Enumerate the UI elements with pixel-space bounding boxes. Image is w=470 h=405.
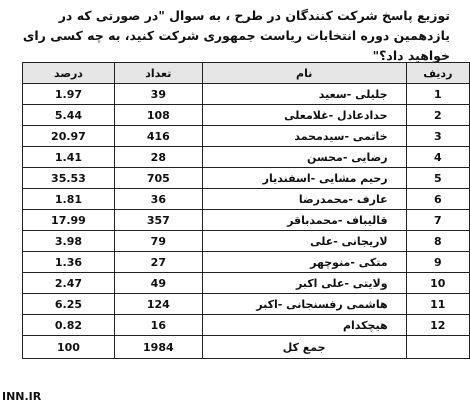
row-number: 4 <box>406 147 469 168</box>
table-row <box>23 315 470 336</box>
row-number: 9 <box>406 252 469 273</box>
vote-count: 705 <box>114 168 202 189</box>
row-number: 7 <box>406 210 469 231</box>
vote-percent: 35.53 <box>23 168 115 189</box>
table-row <box>23 84 470 105</box>
vote-count: 28 <box>114 147 202 168</box>
vote-count: 16 <box>114 315 202 336</box>
row-number: 6 <box>406 189 469 210</box>
table-row <box>23 189 470 210</box>
vote-count: 39 <box>114 84 202 105</box>
document-heading: توزیع پاسخ شرکت کنندگان در طرح ، به سوال "در صورتی که در یازدهمین دوره انتخابات ریاست جمهوری شرکت کنید، به چه کسی رای خواهید داد؟" <box>22 8 450 63</box>
table-row <box>23 147 470 168</box>
candidate-name: لاریجانی -علی <box>202 231 406 252</box>
vote-percent: 1.97 <box>23 84 115 105</box>
row-number: 8 <box>406 231 469 252</box>
vote-count: 108 <box>114 105 202 126</box>
row-number: 5 <box>406 168 469 189</box>
row-number: 2 <box>406 105 469 126</box>
header-count: تعداد <box>114 63 202 84</box>
vote-count: 124 <box>114 294 202 315</box>
vote-percent: 0.82 <box>23 315 115 336</box>
candidate-name: رضایی -محسن <box>202 147 406 168</box>
vote-percent: 2.47 <box>23 273 115 294</box>
vote-count: 49 <box>114 273 202 294</box>
vote-percent: 6.25 <box>23 294 115 315</box>
table-row <box>23 126 470 147</box>
candidate-name: هیچکدام <box>202 315 406 336</box>
vote-percent: 1.81 <box>23 189 115 210</box>
table-row <box>23 231 470 252</box>
candidate-name: خاتمی -سیدمحمد <box>202 126 406 147</box>
vote-percent: 5.44 <box>23 105 115 126</box>
vote-count: 79 <box>114 231 202 252</box>
watermark-text: INN.IR <box>2 390 42 403</box>
vote-percent: 1.41 <box>23 147 115 168</box>
row-number: 11 <box>406 294 469 315</box>
vote-percent: 20.97 <box>23 126 115 147</box>
vote-percent: 17.99 <box>23 210 115 231</box>
candidate-name: ولایتی -علی اکبر <box>202 273 406 294</box>
row-number: 12 <box>406 315 469 336</box>
total-label: جمع کل <box>202 336 406 359</box>
vote-count: 416 <box>114 126 202 147</box>
candidate-name: رحیم مشایی -اسفندیار <box>202 168 406 189</box>
table-row <box>23 252 470 273</box>
vote-percent: 1.36 <box>23 252 115 273</box>
candidate-name: قالیباف -محمدباقر <box>202 210 406 231</box>
row-number: 10 <box>406 273 469 294</box>
candidate-name: متکی -منوچهر <box>202 252 406 273</box>
results-table <box>22 62 470 359</box>
candidate-name: عارف -محمدرضا <box>202 189 406 210</box>
candidate-name: هاشمی رفسنجانی -اکبر <box>202 294 406 315</box>
header-percent: درصد <box>23 63 115 84</box>
vote-count: 27 <box>114 252 202 273</box>
table-row <box>23 168 470 189</box>
total-percent: 100 <box>23 336 115 359</box>
table-header-row <box>23 63 470 84</box>
table-row <box>23 294 470 315</box>
vote-percent: 3.98 <box>23 231 115 252</box>
header-name: نام <box>202 63 406 84</box>
table-row <box>23 210 470 231</box>
total-row <box>23 336 470 359</box>
header-row-number: ردیف <box>406 63 469 84</box>
row-number: 1 <box>406 84 469 105</box>
total-empty-cell <box>406 336 469 359</box>
candidate-name: حدادعادل -غلامعلی <box>202 105 406 126</box>
vote-count: 36 <box>114 189 202 210</box>
total-count: 1984 <box>114 336 202 359</box>
row-number: 3 <box>406 126 469 147</box>
vote-count: 357 <box>114 210 202 231</box>
table-row <box>23 273 470 294</box>
candidate-name: جلیلی -سعید <box>202 84 406 105</box>
table-row <box>23 105 470 126</box>
